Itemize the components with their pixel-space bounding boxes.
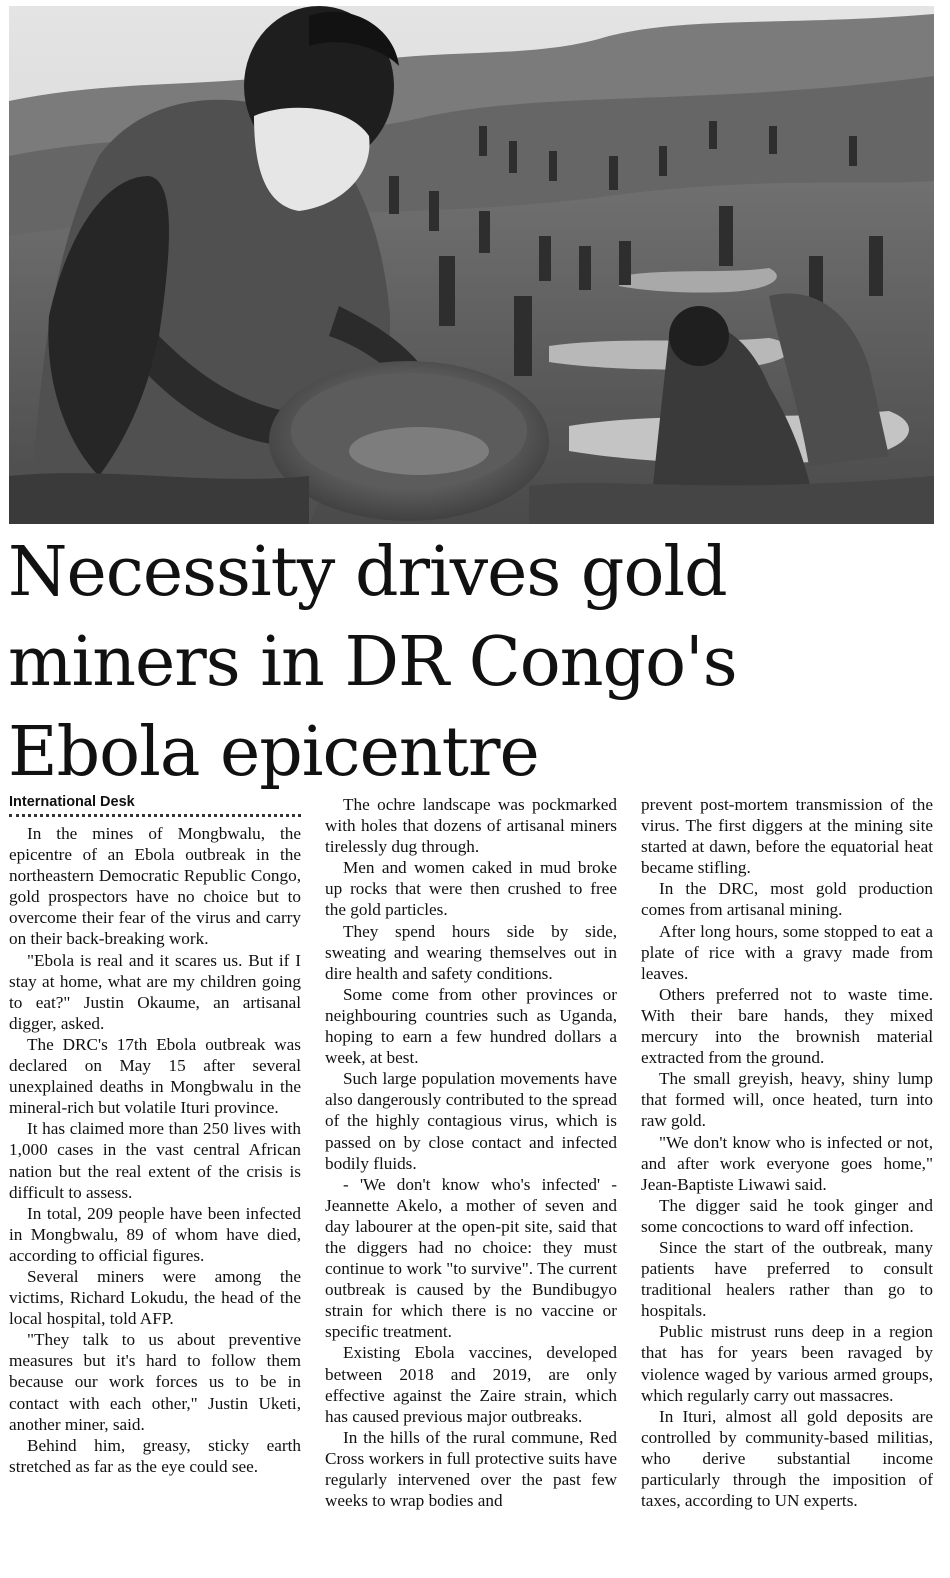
paragraph: In total, 209 people have been infected in Mongbwalu, 89 of whom have died, according to official figures. (9, 1203, 301, 1265)
paragraph: - 'We don't know who's infected' - Jeannette Akelo, a mother of seven and day labourer at the open-pit site, said that the diggers had no choice: they must continue to work "to survive". The current outbreak is caused by the Bundibugyo strain for which there is no vaccine or specific treatment. (325, 1174, 617, 1342)
paragraph: The ochre landscape was pockmarked with holes that dozens of artisanal miners tirelessly dug through. (325, 795, 617, 857)
article-column-1 (9, 793, 301, 1477)
paragraph: The digger said he took ginger and some concoctions to ward off infection. (641, 1195, 933, 1236)
paragraph: Behind him, greasy, sticky earth stretched as far as the eye could see. (9, 1435, 301, 1476)
paragraph: "Ebola is real and it scares us. But if I stay at home, what are my children going to eat?" Justin Okaume, an artisanal digger, asked. (9, 950, 301, 1033)
headline (8, 528, 938, 798)
paragraph: "We don't know who is infected or not, and after work everyone goes home," Jean-Baptiste Liwawi said. (641, 1132, 933, 1194)
headline-line: Necessity drives gold (8, 533, 727, 612)
byline-divider (9, 814, 301, 817)
paragraph: The DRC's 17th Ebola outbreak was declared on May 15 after several unexplained deaths in Mongbwalu in the mineral-rich but volatile Ituri province. (9, 1034, 301, 1118)
paragraph: prevent post-mortem transmission of the virus. The first diggers at the mining site started at dawn, before the equatorial heat became stifling. (641, 795, 933, 878)
paragraph: Others preferred not to waste time. With their bare hands, they mixed mercury into the brownish material extracted from the ground. (641, 984, 933, 1068)
paragraph: In the DRC, most gold production comes from artisanal mining. (641, 879, 933, 920)
paragraph: "They talk to us about preventive measures but it's hard to follow them because our work forces us to be in contact with each other," Justin Uketi, another miner, said. (9, 1330, 301, 1434)
article-column-3 (641, 794, 933, 1511)
paragraph: The small greyish, heavy, shiny lump that formed will, once heated, turn into raw gold. (641, 1069, 933, 1131)
gold-miners-photo (9, 6, 934, 524)
paragraph: Existing Ebola vaccines, developed between 2018 and 2019, are only effective against the Zaire strain, which has caused previous major outbreaks. (325, 1343, 617, 1426)
paragraph: It has claimed more than 250 lives with 1,000 cases in the vast central African nation but the real extent of the crisis is difficult to assess. (9, 1119, 301, 1202)
paragraph: Some come from other provinces or neighbouring countries such as Uganda, hoping to earn a few hundred dollars a week, at best. (325, 984, 617, 1068)
paragraph: Men and women caked in mud broke up rocks that were then crushed to free the gold particles. (325, 858, 617, 920)
paragraph: Public mistrust runs deep in a region that has for years been ravaged by violence waged by various armed groups, which regularly carry out massacres. (641, 1322, 933, 1405)
paragraph: Since the start of the outbreak, many patients have preferred to consult traditional healers rather than go to hospitals. (641, 1237, 933, 1321)
paragraph: In Ituri, almost all gold deposits are controlled by community-based militias, who derive substantial income particularly through the imposition of taxes, according to UN experts. (641, 1406, 933, 1511)
paragraph: In the hills of the rural commune, Red Cross workers in full protective suits have regularly intervened over the past few weeks to wrap bodies and (325, 1427, 617, 1511)
paragraph: Several miners were among the victims, Richard Lokudu, the head of the local hospital, told AFP. (9, 1266, 301, 1329)
paragraph: Such large population movements have also dangerously contributed to the spread of the highly contagious virus, which is passed on by close contact and infected bodily fluids. (325, 1069, 617, 1173)
article-column-2 (325, 794, 617, 1511)
paragraph: They spend hours side by side, sweating and wearing themselves out in dire health and safety conditions. (325, 921, 617, 983)
headline-line: Ebola epicentre (8, 713, 539, 792)
gold-miners-photo-illustration (9, 6, 934, 524)
paragraph: In the mines of Mongbwalu, the epicentre of an Ebola outbreak in the northeastern Democratic Republic Congo, gold prospectors have no choice but to overcome their fear of the virus and carry on their back-breaking work. (9, 824, 301, 949)
paragraph: After long hours, some stopped to eat a plate of rice with a gravy made from leaves. (641, 921, 933, 983)
byline: International Desk (9, 794, 135, 810)
headline-line: miners in DR Congo's (8, 623, 737, 702)
